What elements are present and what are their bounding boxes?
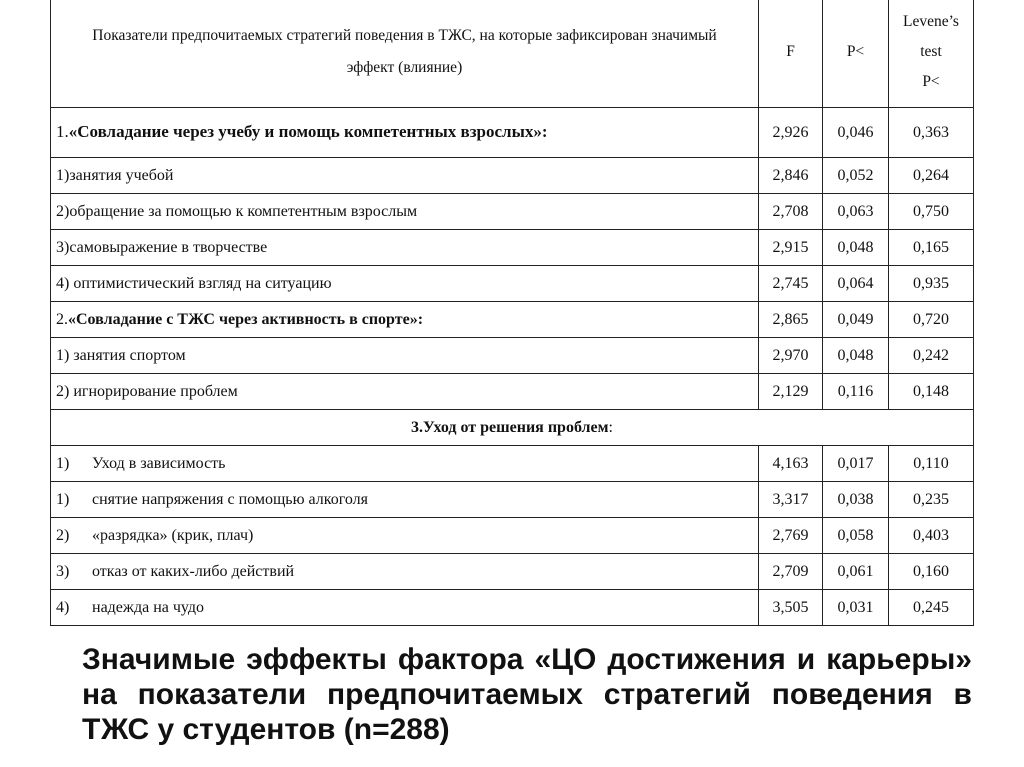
cell-p: 0,063 xyxy=(823,194,889,230)
cell-f: 3,505 xyxy=(759,590,823,626)
header-f: F xyxy=(759,0,823,108)
table-row xyxy=(51,590,974,626)
section-header-cell xyxy=(51,410,974,446)
row-label-cell xyxy=(51,266,759,302)
table-row xyxy=(51,518,974,554)
row-number: 1) xyxy=(56,490,70,508)
table-row xyxy=(51,482,974,518)
cell-f: 2,745 xyxy=(759,266,823,302)
cell-f: 2,970 xyxy=(759,338,823,374)
table-row xyxy=(51,194,974,230)
row-label: 2)обращение за помощью к компетентным взрослым xyxy=(56,202,418,220)
cell-p: 0,048 xyxy=(823,230,889,266)
row-label: 4) оптимистический взгляд на ситуацию xyxy=(56,274,332,292)
cell-p: 0,116 xyxy=(823,374,889,410)
row-label: «разрядка» (крик, плач) xyxy=(92,526,254,544)
row-label-cell xyxy=(51,482,759,518)
cell-levene: 0,242 xyxy=(889,338,974,374)
cell-levene: 0,264 xyxy=(889,158,974,194)
cell-levene: 0,750 xyxy=(889,194,974,230)
cell-f: 2,915 xyxy=(759,230,823,266)
cell-p: 0,046 xyxy=(823,108,889,158)
cell-f: 2,709 xyxy=(759,554,823,590)
table-row xyxy=(51,108,974,158)
cell-f: 2,865 xyxy=(759,302,823,338)
cell-levene: 0,720 xyxy=(889,302,974,338)
table-row xyxy=(51,374,974,410)
row-label: 1)занятия учебой xyxy=(56,166,174,184)
table-row xyxy=(51,266,974,302)
row-number: 4) xyxy=(56,598,70,616)
cell-levene: 0,245 xyxy=(889,590,974,626)
cell-p: 0,064 xyxy=(823,266,889,302)
row-label: «Совладание с ТЖС через активность в спорте»: xyxy=(68,310,424,328)
cell-p: 0,031 xyxy=(823,590,889,626)
row-label-cell xyxy=(51,590,759,626)
table-row xyxy=(51,230,974,266)
cell-f: 2,129 xyxy=(759,374,823,410)
section-header-tail: : xyxy=(608,418,613,436)
cell-f: 2,708 xyxy=(759,194,823,230)
header-p: P< xyxy=(823,0,889,108)
cell-levene: 0,165 xyxy=(889,230,974,266)
cell-f: 2,769 xyxy=(759,518,823,554)
row-label-cell xyxy=(51,230,759,266)
cell-levene: 0,160 xyxy=(889,554,974,590)
cell-levene: 0,235 xyxy=(889,482,974,518)
row-label: Уход в зависимость xyxy=(92,454,226,472)
cell-p: 0,038 xyxy=(823,482,889,518)
cell-f: 3,317 xyxy=(759,482,823,518)
cell-p: 0,058 xyxy=(823,518,889,554)
row-number: 1. xyxy=(56,122,69,142)
row-label-cell xyxy=(51,158,759,194)
row-label: 3)самовыражение в творчестве xyxy=(56,238,268,256)
row-label-cell xyxy=(51,446,759,482)
cell-levene: 0,363 xyxy=(889,108,974,158)
row-number: 2. xyxy=(56,310,68,328)
header-levene-line2: test xyxy=(920,42,942,60)
row-label: надежда на чудо xyxy=(92,598,205,616)
cell-f: 4,163 xyxy=(759,446,823,482)
table-row xyxy=(51,446,974,482)
row-label-cell xyxy=(51,338,759,374)
table-row xyxy=(51,158,974,194)
table-row xyxy=(51,410,974,446)
table-body xyxy=(51,108,974,626)
row-label-cell xyxy=(51,194,759,230)
row-label-cell xyxy=(51,302,759,338)
row-label: отказ от каких-либо действий xyxy=(92,562,295,580)
cell-f: 2,926 xyxy=(759,108,823,158)
cell-p: 0,017 xyxy=(823,446,889,482)
table-row xyxy=(51,338,974,374)
row-label-cell xyxy=(51,108,759,158)
row-label-cell xyxy=(51,518,759,554)
row-label: «Совладание через учебу и помощь компетентных взрослых»: xyxy=(68,122,548,142)
table-row xyxy=(51,554,974,590)
cell-levene: 0,403 xyxy=(889,518,974,554)
table-header-row xyxy=(51,0,974,108)
row-label-cell xyxy=(51,554,759,590)
table-row xyxy=(51,302,974,338)
cell-levene: 0,148 xyxy=(889,374,974,410)
cell-p: 0,061 xyxy=(823,554,889,590)
cell-levene: 0,935 xyxy=(889,266,974,302)
row-number: 2) xyxy=(56,526,70,544)
results-table xyxy=(50,0,974,626)
cell-p: 0,052 xyxy=(823,158,889,194)
row-label-cell xyxy=(51,374,759,410)
cell-levene: 0,110 xyxy=(889,446,974,482)
row-number: 1) xyxy=(56,454,70,472)
slide-caption: Значимые эффекты фактора «ЦО достижения и карьеры» на показатели предпочитаемых стратегий поведения в ТЖС у студентов (n=288) xyxy=(82,643,972,746)
row-number: 3) xyxy=(56,562,70,580)
header-levene-line1: Levene’s xyxy=(903,12,959,30)
cell-f: 2,846 xyxy=(759,158,823,194)
cell-p: 0,049 xyxy=(823,302,889,338)
header-description: Показатели предпочитаемых стратегий поведения в ТЖС, на которые зафиксирован значимый эффект (влияние) xyxy=(51,0,759,108)
header-levene xyxy=(889,0,974,108)
row-label: снятие напряжения с помощью алкоголя xyxy=(92,490,369,508)
cell-p: 0,048 xyxy=(823,338,889,374)
header-levene-line3: P< xyxy=(922,73,940,91)
row-label: 1) занятия спортом xyxy=(56,346,186,364)
results-table-container xyxy=(50,0,973,626)
row-label: 2) игнорирование проблем xyxy=(56,382,238,400)
section-header-label: 3.Уход от решения проблем xyxy=(411,418,609,436)
